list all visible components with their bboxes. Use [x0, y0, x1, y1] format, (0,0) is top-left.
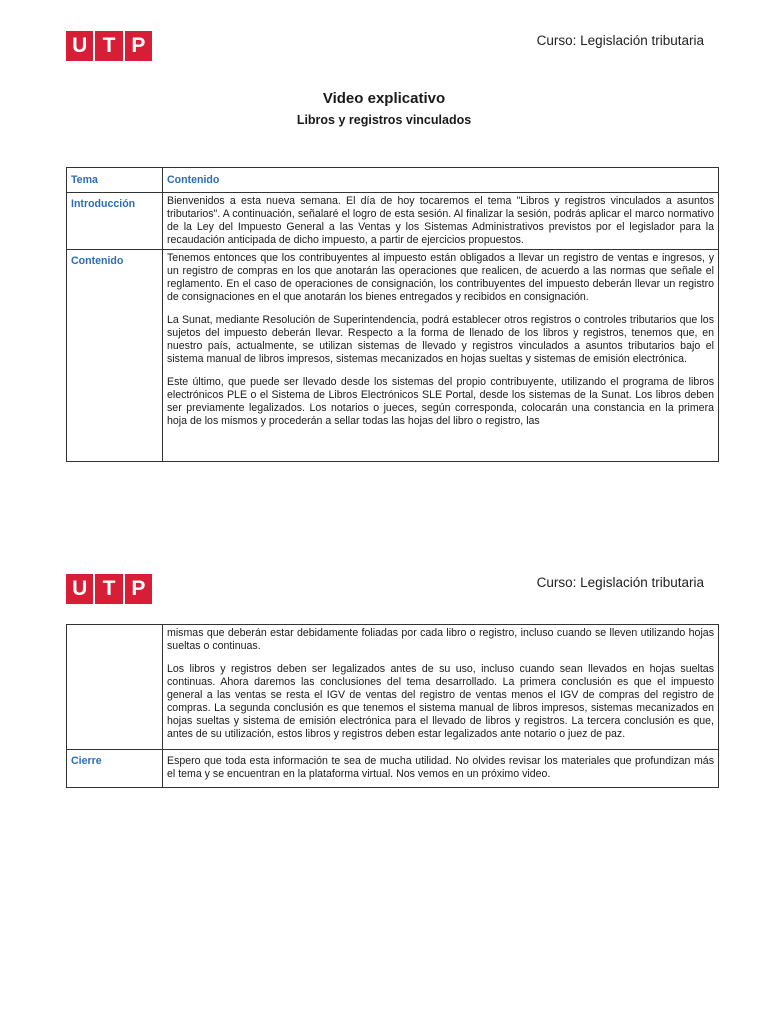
header-tema: Tema: [67, 168, 163, 193]
row-text-contenido: [163, 250, 719, 462]
table-header-row: [67, 168, 719, 193]
row-label-contenido: Contenido: [67, 250, 163, 462]
logo-letter-t: T: [95, 574, 122, 604]
logo-letter-p: P: [125, 31, 152, 61]
continued-paragraph-2: Los libros y registros deben ser legalizados antes de su uso, incluso cuando sean llevados en hojas sueltas continuas. Ahora daremos las conclusiones del tema desarrollado. La primera conclusión es que el impuesto general a las ventas se resta el IGV de ventas del registro de ventas menos el IGV de compras del registro de compras. La segunda conclusión es que tenemos el sistema manual de libros impresos, sistemas mecanizados en hojas sueltas y sistema de emisión electrónica para el llevado de libros y registros. La tercera conclusión es que, antes de su utilización, estos libros y registros deben estar legalizados ante notario o juez de paz.: [167, 663, 714, 740]
table-row: [67, 750, 719, 788]
course-title-page2: Curso: Legislación tributaria: [536, 575, 704, 590]
contenido-paragraph-1: Tenemos entonces que los contribuyentes al impuesto están obligados a llevar un registro de ventas e ingresos, y un registro de compras en los que anotarán las operaciones que realicen, de acuerdo a las normas que señale el reglamento. En el caso de operaciones de consignación, los contribuyentes del impuesto deberán llevar un registro de consignaciones en el que anotarán los bienes entregados y recibidos en consignación.: [167, 252, 714, 303]
row-text-introduccion: Bienvenidos a esta nueva semana. El día de hoy tocaremos el tema "Libros y registros vinculados a asuntos tributarios". A continuación, señalaré el logro de esta sesión. Al finalizar la sesión, podrás aplicar el marco normativo de la Ley del Impuesto General a las Ventas y los Sistemas Administrativos previstos por el legislador para la recaudación anticipada de dicho impuesto, a partir de ejercicios propuestos.: [163, 193, 719, 250]
contenido-paragraph-2: La Sunat, mediante Resolución de Superintendencia, podrá establecer otros registros o controles tributarios que los sujetos del impuesto deberán llevar. Respecto a la forma de llenado de los libros y registros, tenemos que, en nuestro país, actualmente, se utilizan sistemas de llevado y registros vinculados a asuntos tributarios bajo el sistema manual de libros impresos, sistemas mecanizados en hojas sueltas y sistemas de emisión electrónica.: [167, 314, 714, 365]
document-title: Video explicativo: [322, 90, 446, 107]
table-row: [67, 193, 719, 250]
row-text-continued: [163, 625, 719, 750]
utp-logo-page2: [66, 574, 152, 604]
document-subtitle: Libros y registros vinculados: [296, 113, 472, 127]
header-contenido: Contenido: [163, 168, 719, 193]
utp-logo: [66, 31, 152, 61]
course-title: Curso: Legislación tributaria: [536, 33, 704, 48]
content-table-continued: [66, 624, 719, 788]
table-row: [67, 625, 719, 750]
logo-letter-t: T: [95, 31, 122, 61]
row-label-introduccion: Introducción: [67, 193, 163, 250]
logo-letter-u: U: [66, 574, 93, 604]
continued-paragraph-1: mismas que deberán estar debidamente foliadas por cada libro o registro, incluso cuando se lleven utilizando hojas sueltas o continuas.: [167, 627, 714, 652]
logo-letter-p: P: [125, 574, 152, 604]
table-row: [67, 250, 719, 462]
row-label-cierre: Cierre: [67, 750, 163, 788]
logo-letter-u: U: [66, 31, 93, 61]
contenido-paragraph-3: Este último, que puede ser llevado desde los sistemas del propio contribuyente, utilizando el programa de libros electrónicos PLE o el Sistema de Libros Electrónicos SLE Portal, desde los sistemas de la Sunat. Los libros deben ser previamente legalizados. Los notarios o jueces, según corresponda, colocarán una constancia en la primera hoja de los mismos y procederán a sellar todas las hojas del libro o registro, las: [167, 376, 714, 427]
row-label-empty: [67, 625, 163, 750]
content-table: [66, 167, 719, 462]
row-text-cierre: Espero que toda esta información te sea de mucha utilidad. No olvides revisar los materiales que profundizan más el tema y se encuentran en la plataforma virtual. Nos vemos en un próximo video.: [163, 750, 719, 788]
